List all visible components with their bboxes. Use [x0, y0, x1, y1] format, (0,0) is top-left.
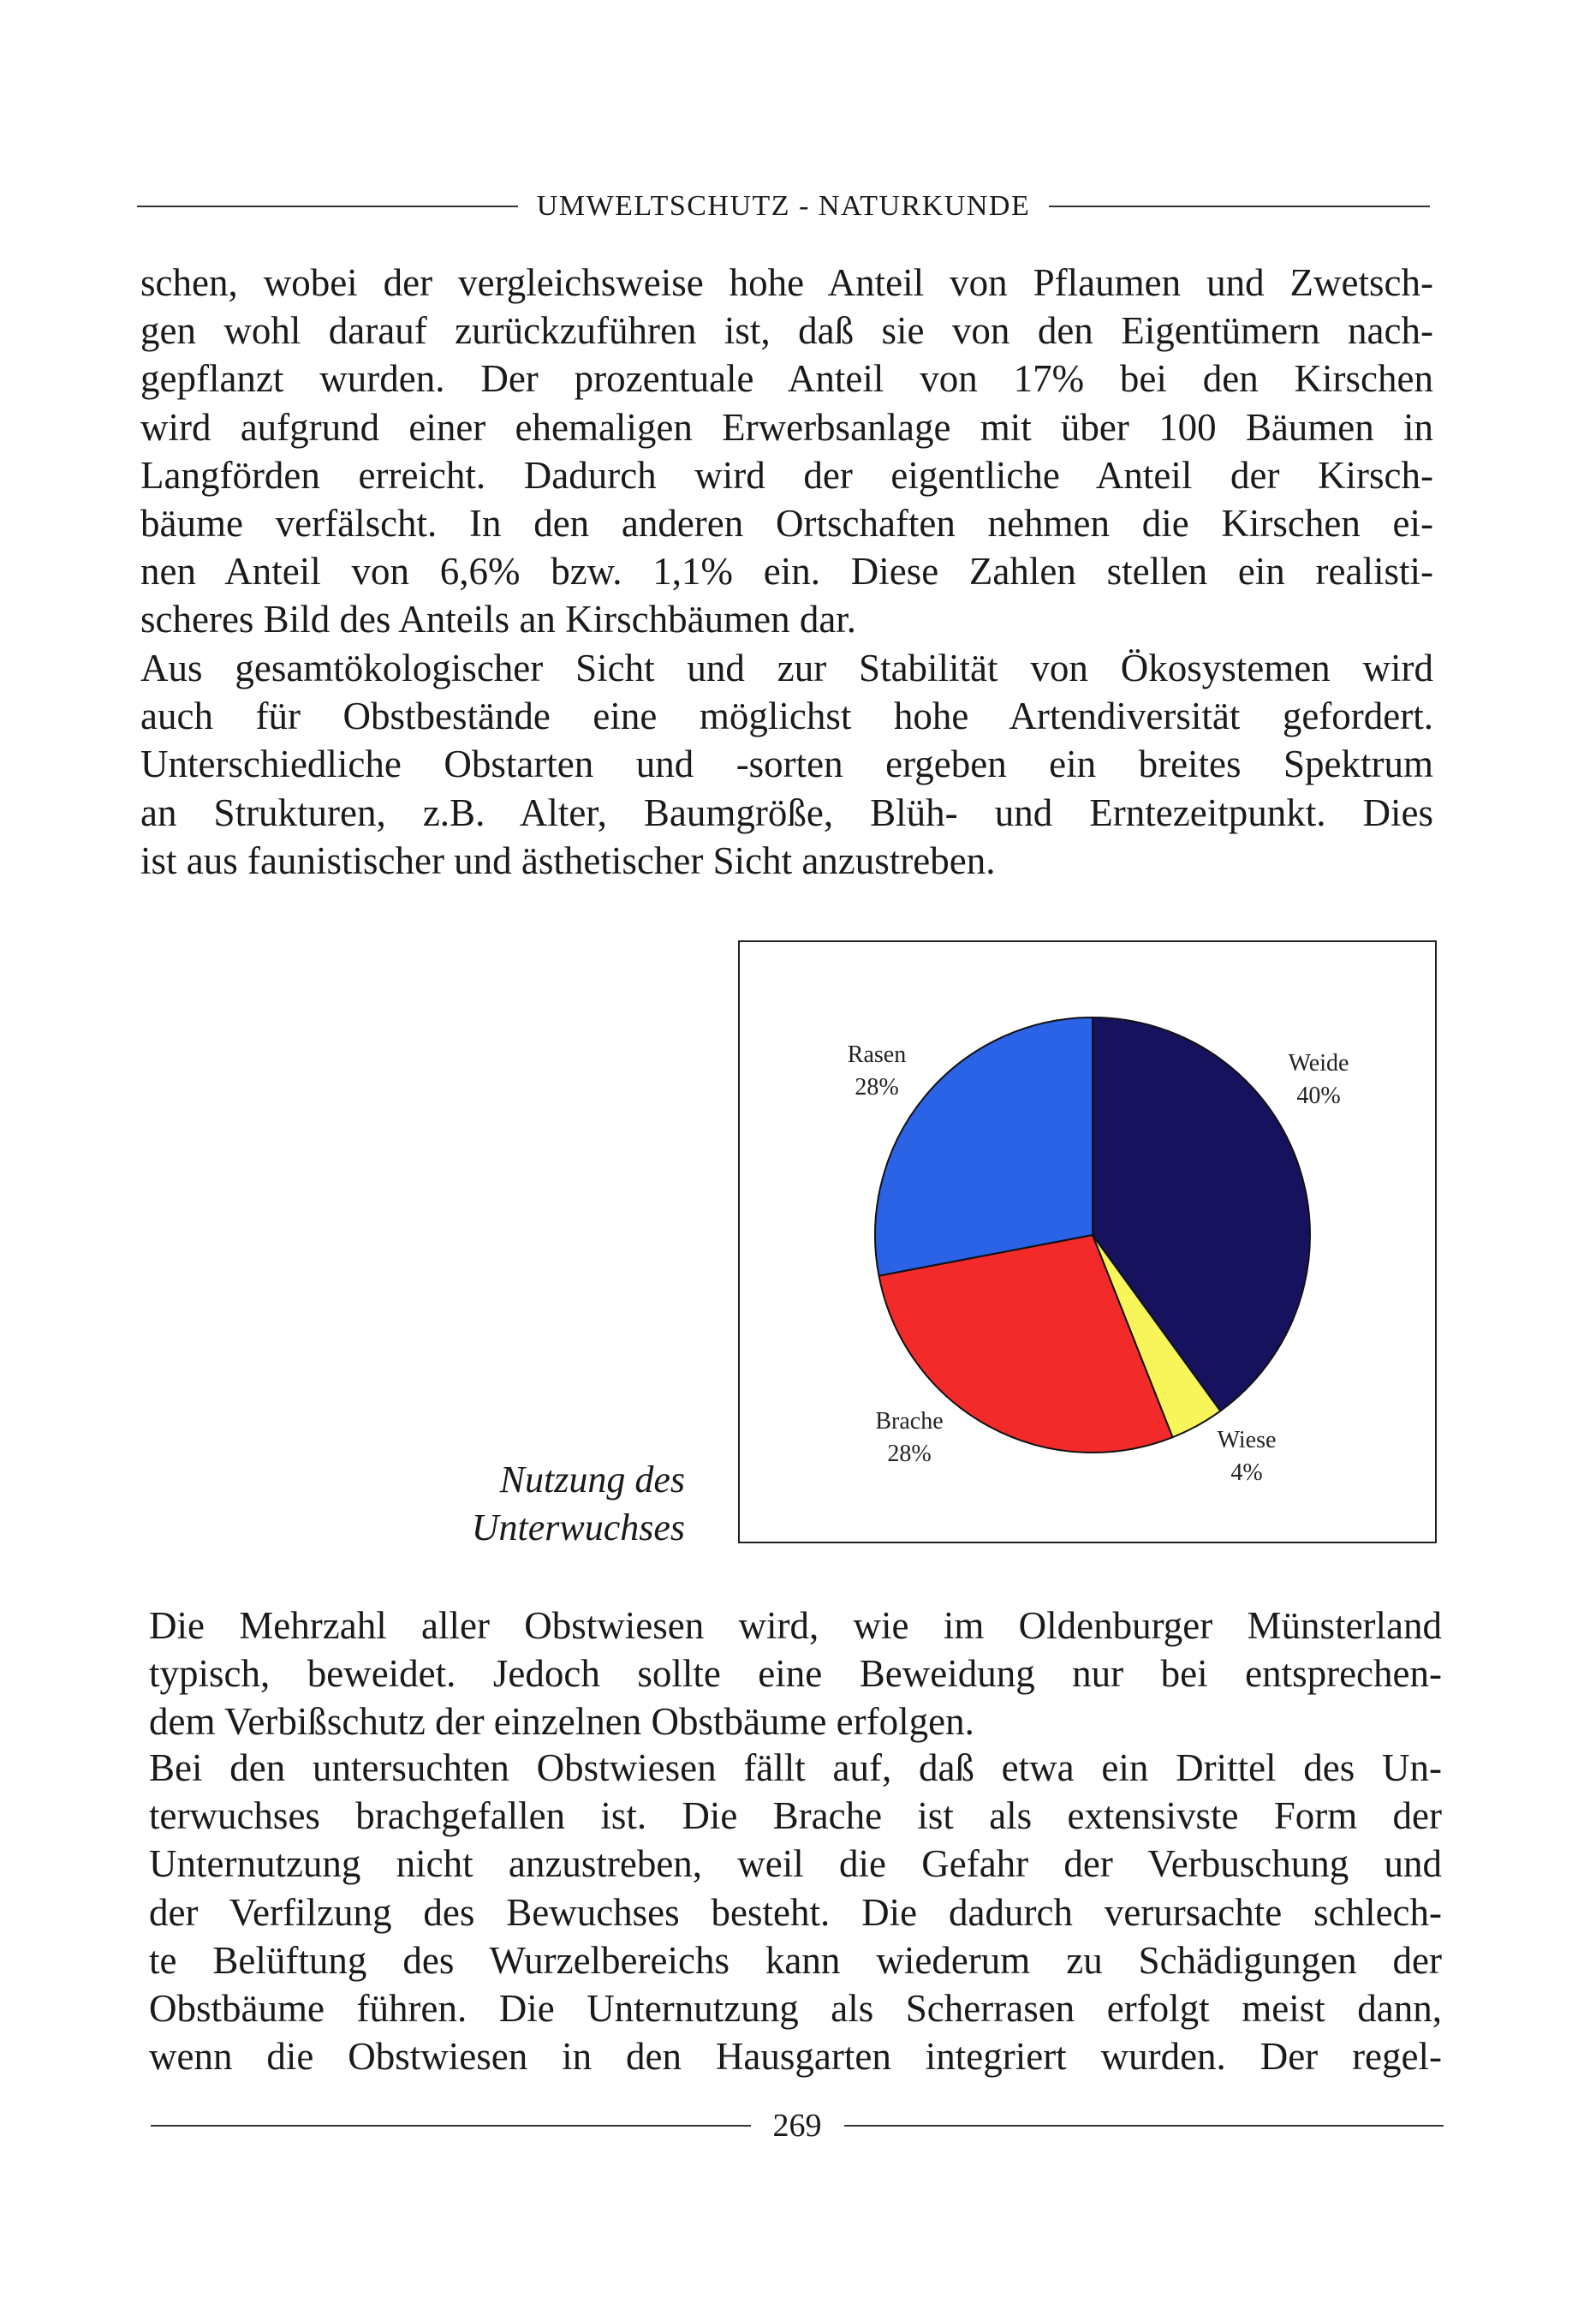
pie-label-wiese: Wiese: [1217, 1427, 1277, 1453]
paragraph-kirschen: [140, 259, 1433, 644]
paragraph-beweidung: [149, 1602, 1442, 1746]
text-line: ist aus faunistischer und ästhetischer Sicht anzustreben.: [140, 838, 996, 882]
text-line: typisch, beweidet. Jedoch sollte eine Beweidung nur bei entsprechen-: [149, 1652, 1442, 1696]
pie-value-brache: 28%: [887, 1441, 932, 1467]
pie-label-weide: Weide: [1288, 1050, 1349, 1077]
pie-chart-frame: [738, 940, 1437, 1543]
text-line: Unterschiedliche Obstarten und -sorten ergeben ein breites Spektrum: [140, 743, 1433, 786]
text-line: dem Verbißschutz der einzelnen Obstbäume erfolgen.: [149, 1700, 974, 1744]
pie-chart: [740, 942, 1435, 1542]
paragraph-brache: [149, 1744, 1442, 2080]
header-title: UMWELTSCHUTZ - NATURKUNDE: [536, 190, 1031, 222]
figure-caption: [411, 1456, 685, 1552]
header-rule-left: [137, 206, 518, 207]
text-line: gepflanzt wurden. Der prozentuale Anteil von 17% bei den Kirschen: [140, 357, 1433, 401]
text-line: nen Anteil von 6,6% bzw. 1,1% ein. Diese Zahlen stellen ein realisti-: [140, 550, 1433, 594]
running-header: [137, 190, 1430, 223]
caption-line: Unterwuchses: [471, 1507, 685, 1548]
header-rule-right: [1049, 206, 1430, 207]
text-line: auch für Obstbestände eine möglichst hohe Artendiversität gefordert.: [140, 695, 1433, 738]
paragraph-artendiversitaet: [140, 644, 1433, 885]
pie-label-rasen: Rasen: [847, 1041, 907, 1068]
caption-line: Nutzung des: [499, 1459, 685, 1501]
page-number: 269: [772, 2108, 822, 2144]
text-line: Unternutzung nicht anzustreben, weil die Gefahr der Verbuschung und: [149, 1842, 1442, 1886]
pie-value-rasen: 28%: [855, 1074, 899, 1101]
page-footer: [151, 2107, 1444, 2145]
text-line: terwuchses brachgefallen ist. Die Brache ist als extensivste Form der: [149, 1794, 1442, 1838]
pie-value-weide: 40%: [1296, 1083, 1341, 1109]
text-line: der Verfilzung des Bewuchses besteht. Die dadurch verursachte schlech-: [149, 1890, 1442, 1934]
text-line: wenn die Obstwiesen in den Hausgarten integriert wurden. Der regel-: [149, 2035, 1442, 2079]
text-line: te Belüftung des Wurzelbereichs kann wiederum zu Schädigungen der: [149, 1938, 1442, 1982]
pie-value-wiese: 4%: [1230, 1459, 1263, 1486]
footer-rule-right: [844, 2125, 1444, 2127]
pie-label-brache: Brache: [875, 1408, 944, 1435]
text-line: an Strukturen, z.B. Alter, Baumgröße, Blüh- und Erntezeitpunkt. Dies: [140, 791, 1433, 834]
text-line: scheres Bild des Anteils an Kirschbäumen dar.: [140, 598, 857, 641]
text-line: schen, wobei der vergleichsweise hohe Anteil von Pflaumen und Zwetsch-: [140, 261, 1433, 304]
text-line: Aus gesamtökologischer Sicht und zur Stabilität von Ökosystemen wird: [140, 647, 1433, 689]
text-line: Bei den untersuchten Obstwiesen fällt auf, daß etwa ein Drittel des Un-: [149, 1746, 1442, 1789]
text-line: bäume verfälscht. In den anderen Ortschaften nehmen die Kirschen ei-: [140, 502, 1433, 546]
text-line: gen wohl darauf zurückzuführen ist, daß sie von den Eigentümern nach-: [140, 309, 1433, 353]
footer-rule-left: [151, 2125, 751, 2127]
text-line: Obstbäume führen. Die Unternutzung als Scherrasen erfolgt meist dann,: [149, 1987, 1442, 2031]
text-line: wird aufgrund einer ehemaligen Erwerbsanlage mit über 100 Bäumen in: [140, 405, 1433, 449]
text-line: Langförden erreicht. Dadurch wird der eigentliche Anteil der Kirsch-: [140, 453, 1433, 497]
text-line: Die Mehrzahl aller Obstwiesen wird, wie im Oldenburger Münsterland: [149, 1604, 1442, 1647]
pie-slice-rasen: [875, 1017, 1093, 1276]
